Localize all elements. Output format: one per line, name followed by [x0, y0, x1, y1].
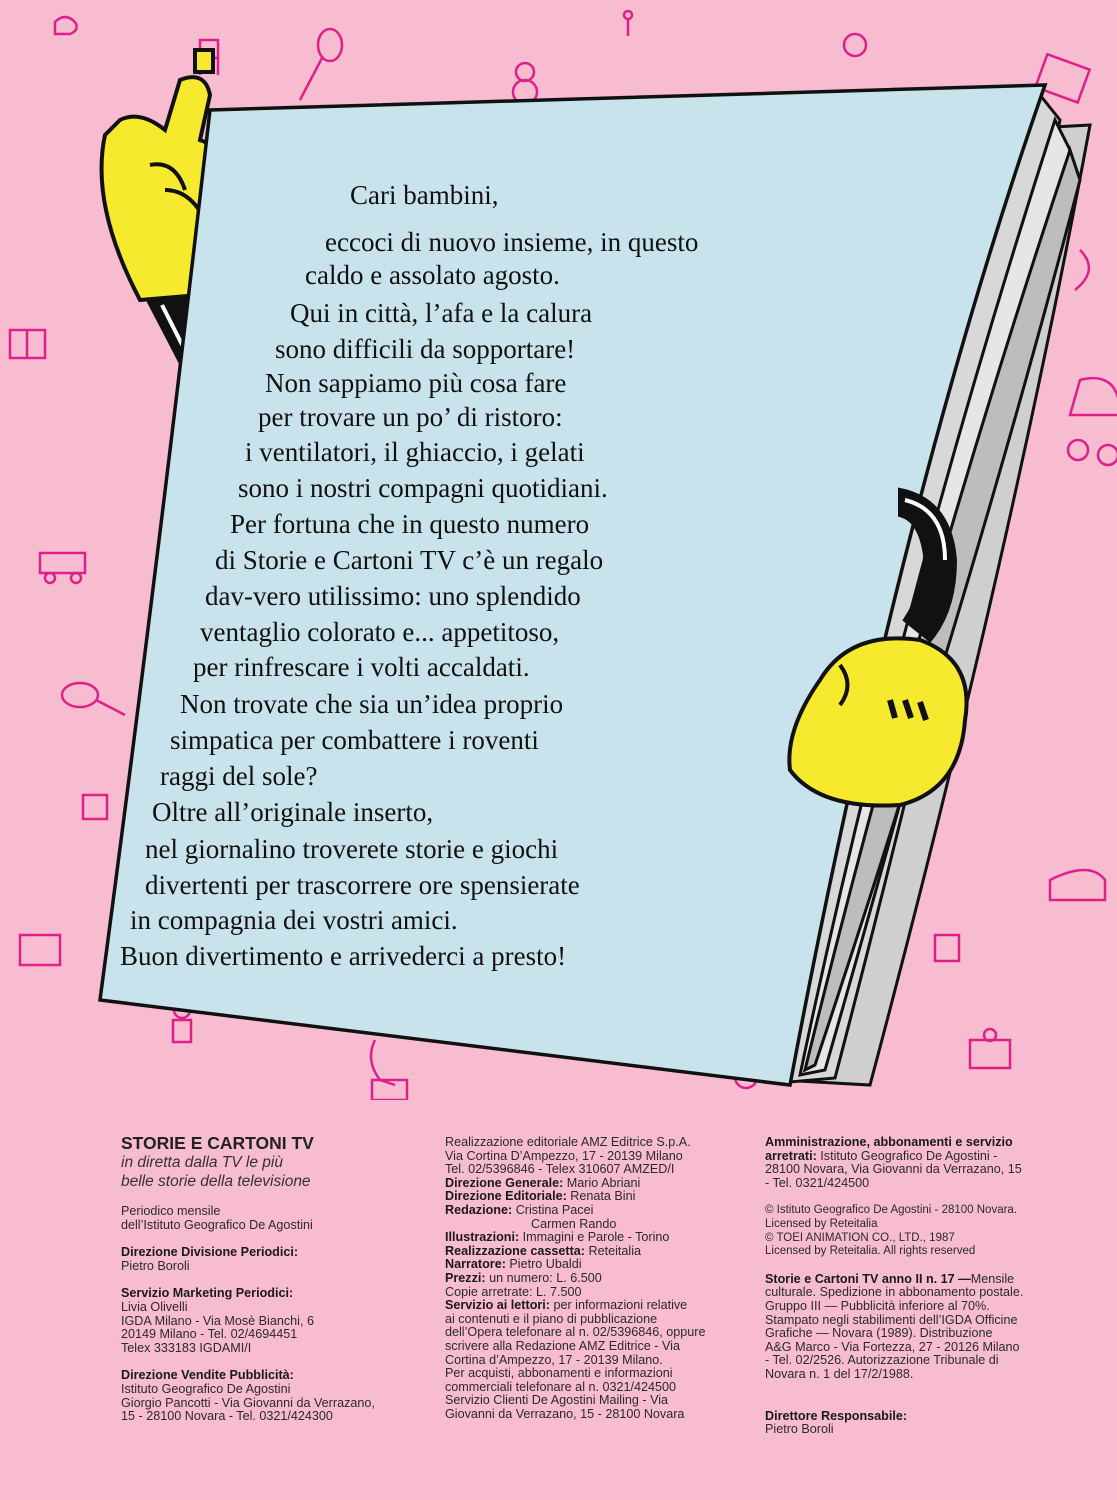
value: Istituto Geografico De Agostini -	[820, 1148, 998, 1163]
label: Illustrazioni:	[445, 1230, 520, 1245]
colophon-col-3	[765, 1136, 1075, 1437]
text-line: Istituto Geografico De Agostini	[121, 1381, 291, 1396]
magazine-subtitle: belle storie della televisione	[121, 1173, 311, 1190]
letter-line: nel giornalino troverete storie e giochi	[145, 834, 559, 864]
text-line: Cortina d’Ampezzo, 17 - 20139 Milano.	[445, 1352, 663, 1367]
value: Immagini e Parole - Torino	[522, 1230, 670, 1245]
value: Copie arretrate: L. 7.500	[445, 1284, 582, 1299]
text-line: © Istituto Geografico De Agostini - 28100 Novara.	[765, 1204, 1018, 1217]
value: Reteitalia	[588, 1243, 642, 1258]
text-line: Periodico mensile	[121, 1204, 221, 1218]
letter-line: Oltre all’originale inserto,	[152, 797, 434, 827]
text-line: Livia Olivelli	[121, 1299, 188, 1314]
value: Mario Abriani	[566, 1175, 641, 1190]
letter-line: Qui in città, l’afa e la calura	[290, 298, 593, 328]
letter-line: sono i nostri compagni quotidiani.	[238, 473, 608, 503]
text-line: Via Cortina D’Ampezzo, 17 - 20139 Milano	[445, 1148, 683, 1163]
text-line: Gruppo III — Pubblicità inferiore al 70%.	[765, 1298, 990, 1313]
text-line: 15 - 28100 Novara - Tel. 0321/424300	[121, 1409, 333, 1424]
label: Amministrazione, abbonamenti e servizio	[765, 1135, 1013, 1149]
text-line: Tel. 02/5396846 - Telex 310607 AMZED/I	[445, 1162, 675, 1177]
letter-line: raggi del sole?	[160, 761, 318, 791]
text-line: commerciali telefonare al n. 0321/424500	[445, 1379, 677, 1394]
value: Cristina Pacei	[515, 1202, 594, 1217]
letter-line: divertenti per trascorrere ore spensierate	[145, 870, 580, 900]
text-line: Giorgio Pancotti - Via Giovanni da Verrazano,	[121, 1395, 375, 1410]
text-line: Licensed by Reteitalia. All rights reserved	[765, 1245, 976, 1258]
label: Direzione Generale:	[445, 1175, 564, 1190]
label: Servizio Marketing Periodici:	[121, 1286, 294, 1301]
text-line: dell’Opera telefonare al n. 02/5396846, oppure	[445, 1325, 706, 1340]
text-line: 28100 Novara, Via Giovanni da Verrazano, 15	[765, 1162, 1022, 1177]
magazine-title: STORIE E CARTONI TV	[121, 1133, 314, 1153]
value: Renata Bini	[570, 1189, 636, 1204]
text-line: dell’Istituto Geografico De Agostini	[121, 1217, 313, 1232]
letter-line: Buon divertimento e arrivederci a presto!	[120, 941, 567, 971]
text-line: Pietro Boroli	[121, 1258, 190, 1273]
text-line: Licensed by Reteitalia	[765, 1217, 878, 1230]
text-line: - Tel. 0321/424500	[765, 1175, 870, 1190]
letter-line: per rinfrescare i volti accaldati.	[193, 652, 530, 682]
magazine-subtitle: in diretta dalla TV le più	[121, 1154, 283, 1171]
label: arretrati:	[765, 1148, 817, 1163]
label: Direzione Divisione Periodici:	[121, 1245, 299, 1260]
text-line: A&G Marco - Via Fortezza, 27 - 20126 Milano	[765, 1339, 1020, 1354]
letter-line: Cari bambini,	[350, 180, 499, 210]
value: un numero: L. 6.500	[489, 1270, 602, 1285]
text-line: Grafiche — Novara (1989). Distribuzione	[765, 1326, 993, 1341]
label: Realizzazione cassetta:	[445, 1243, 585, 1258]
text-line: ai contenuti e il piano di pubblicazione	[445, 1311, 658, 1326]
label: Direttore Responsabile:	[765, 1408, 908, 1423]
text-line: Per acquisti, abbonamenti e informazioni	[445, 1366, 673, 1381]
letter-line: caldo e assolato agosto.	[305, 260, 560, 290]
value: Carmen Rando	[531, 1216, 617, 1231]
value: Mensile	[970, 1271, 1015, 1286]
letter-line: per trovare un po’ di ristoro:	[258, 402, 563, 432]
letter-line: di Storie e Cartoni TV c’è un regalo	[215, 545, 604, 575]
text-line: culturale. Spedizione in abbonamento postale.	[765, 1285, 1024, 1300]
letter-line: Per fortuna che in questo numero	[230, 509, 590, 539]
text-line: IGDA Milano - Via Mosè Bianchi, 6	[121, 1313, 314, 1328]
colophon-col-1	[121, 1133, 421, 1424]
label: Narratore:	[445, 1257, 506, 1272]
label: Prezzi:	[445, 1270, 486, 1285]
text-line: scrivere alla Redazione AMZ Editrice - Via	[445, 1338, 680, 1353]
text-line: Novara n. 1 del 17/2/1988.	[765, 1366, 914, 1381]
value: per informazioni relative	[553, 1298, 688, 1313]
text-line: 20149 Milano - Tel. 02/4694451	[121, 1327, 298, 1342]
label: Servizio ai lettori:	[445, 1298, 550, 1313]
text-line: Telex 333183 IGDAMI/I	[121, 1340, 252, 1355]
letter-line: Non sappiamo più cosa fare	[265, 368, 567, 398]
text-line: Stampato negli stabilimenti dell’IGDA Officine	[765, 1312, 1018, 1327]
text-line: Giovanni da Verrazano, 15 - 28100 Novara	[445, 1406, 685, 1421]
label: Storie e Cartoni TV anno II n. 17 —	[765, 1271, 971, 1286]
letter-line: sono difficili da sopportare!	[275, 334, 576, 364]
letter-line: eccoci di nuovo insieme, in questo	[325, 227, 699, 257]
label: Direzione Editoriale:	[445, 1189, 567, 1204]
text-line: © TOEI ANIMATION CO., LTD., 1987	[765, 1231, 955, 1244]
letter-line: in compagnia dei vostri amici.	[130, 905, 458, 935]
text-line: - Tel. 02/2526. Autorizzazione Tribunale di	[765, 1353, 999, 1368]
letter-line: dav-vero utilissimo: uno splendido	[205, 581, 581, 611]
colophon-col-2	[445, 1136, 755, 1421]
letter-line: simpatica per combattere i roventi	[170, 725, 539, 755]
label: Direzione Vendite Pubblicità:	[121, 1368, 294, 1383]
value: Pietro Ubaldi	[509, 1257, 582, 1272]
text-line: Pietro Boroli	[765, 1422, 834, 1437]
letter-line: i ventilatori, il ghiaccio, i gelati	[245, 437, 585, 467]
letter-line: Non trovate che sia un’idea proprio	[180, 689, 564, 719]
letter-line: ventaglio colorato e... appetitoso,	[200, 617, 560, 647]
text-line: Realizzazione editoriale AMZ Editrice S.p.A.	[445, 1135, 691, 1149]
text-line: Servizio Clienti De Agostini Mailing - Via	[445, 1393, 669, 1408]
label: Redazione:	[445, 1202, 513, 1217]
